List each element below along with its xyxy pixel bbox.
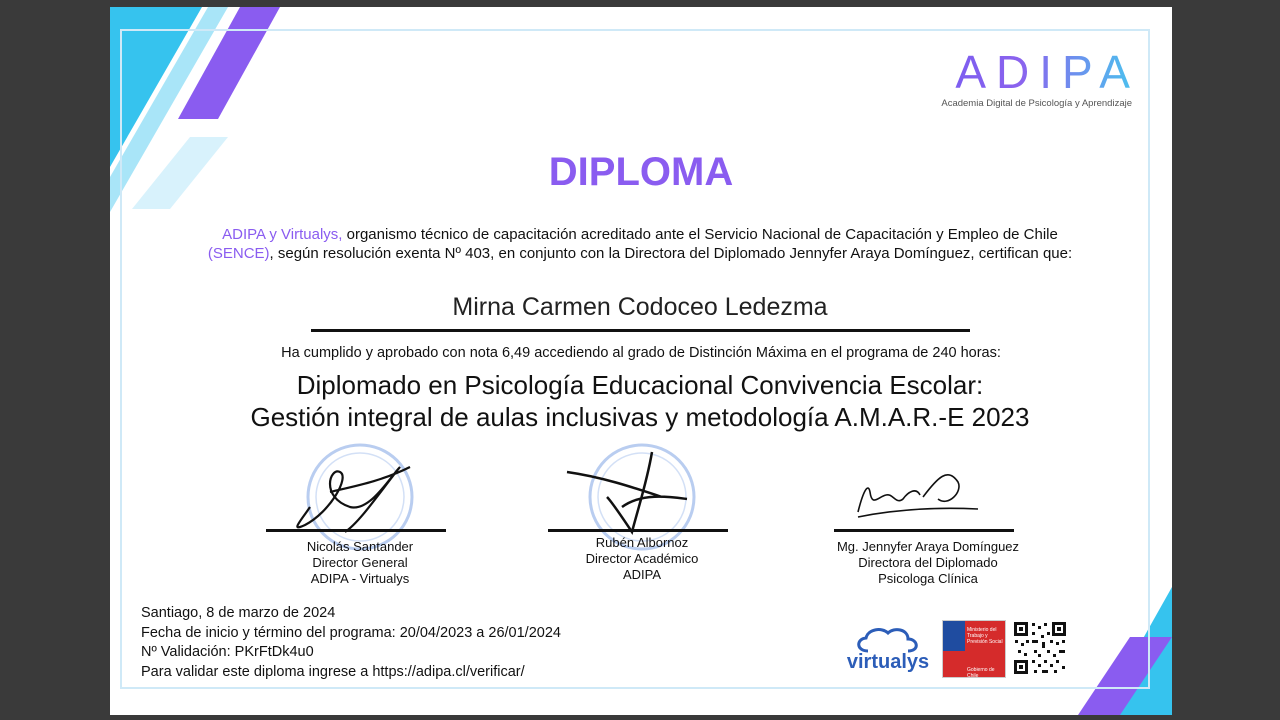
intro-paragraph xyxy=(200,225,1080,263)
signatory-1-role: Director General xyxy=(312,555,408,570)
diploma-page xyxy=(110,7,1172,715)
adipa-logo xyxy=(941,46,1140,109)
program-line-2: Gestión integral de aulas inclusivas y metodología A.M.A.R.-E 2023 xyxy=(250,402,1030,432)
footer-details xyxy=(141,604,561,682)
intro-text-2: , según resolución exenta Nº 403, en conjunto con la Directora del Diplomado Jennyfer Araya Domínguez, certifican que: xyxy=(269,245,1073,262)
program-title xyxy=(170,369,1110,433)
intro-text-1: organismo técnico de capacitación acreditado ante el Servicio Nacional de Capacitación y Empleo de Chile xyxy=(342,226,1058,243)
signatory-1 xyxy=(230,437,490,587)
qr-code-icon xyxy=(1012,620,1068,676)
logo-wordmark: ADIPA xyxy=(941,47,1140,97)
virtualys-wordmark: virtualys xyxy=(846,651,930,673)
signatory-3-info xyxy=(798,539,1058,587)
recipient-name: Mirna Carmen Codoceo Ledezma xyxy=(452,293,828,321)
signature-3-icon xyxy=(798,437,1058,537)
signatory-3-org: Psicologa Clínica xyxy=(878,571,978,586)
signature-line-3 xyxy=(834,529,1014,532)
virtualys-logo xyxy=(838,625,938,680)
validation-code: Nº Validación: PKrFtDk4u0 xyxy=(141,644,314,660)
signatory-1-name: Nicolás Santander xyxy=(306,539,414,554)
signature-1-icon xyxy=(230,437,490,537)
signatory-3-role: Directora del Diplomado xyxy=(858,555,998,570)
signatory-1-info xyxy=(230,539,490,587)
gov-logo-text: Ministerio del Trabajo y Previsión Social xyxy=(967,627,1003,645)
signature-line-1 xyxy=(266,529,446,532)
verify-url: Para validar este diploma ingrese a https://adipa.cl/verificar/ xyxy=(141,663,525,680)
grade-sentence: Ha cumplido y aprobado con nota 6,49 accediendo al grado de Distinción Máxima en el programa de 240 horas: xyxy=(281,345,1001,361)
program-dates: Fecha de inicio y término del programa: 20/04/2023 a 26/01/2024 xyxy=(141,624,561,641)
signatory-2-info xyxy=(512,535,772,583)
signature-2-icon xyxy=(512,437,772,537)
gov-logo-sub: Gobierno de Chile xyxy=(967,667,995,679)
logo-subtitle: Academia Digital de Psicología y Aprendizaje xyxy=(941,98,1132,109)
diploma-title: DIPLOMA xyxy=(548,150,734,194)
intro-sence: (SENCE) xyxy=(207,245,270,262)
recipient-underline xyxy=(311,329,970,332)
program-line-1: Diplomado en Psicología Educacional Convivencia Escolar: xyxy=(296,370,984,400)
signatory-2 xyxy=(512,437,772,587)
signatory-3-name: Mg. Jennyfer Araya Domínguez xyxy=(836,539,1020,554)
signatory-2-org: ADIPA xyxy=(622,567,662,582)
signatory-1-org: ADIPA - Virtualys xyxy=(310,571,410,586)
place-date: Santiago, 8 de marzo de 2024 xyxy=(141,605,336,621)
signatory-2-name: Rubén Albornoz xyxy=(595,535,689,550)
signatory-2-role: Director Académico xyxy=(585,551,699,566)
signature-line-2 xyxy=(548,529,728,532)
gobierno-de-chile-logo xyxy=(942,620,1006,678)
intro-org: ADIPA y Virtualys, xyxy=(222,226,343,243)
signatory-3 xyxy=(798,437,1058,587)
